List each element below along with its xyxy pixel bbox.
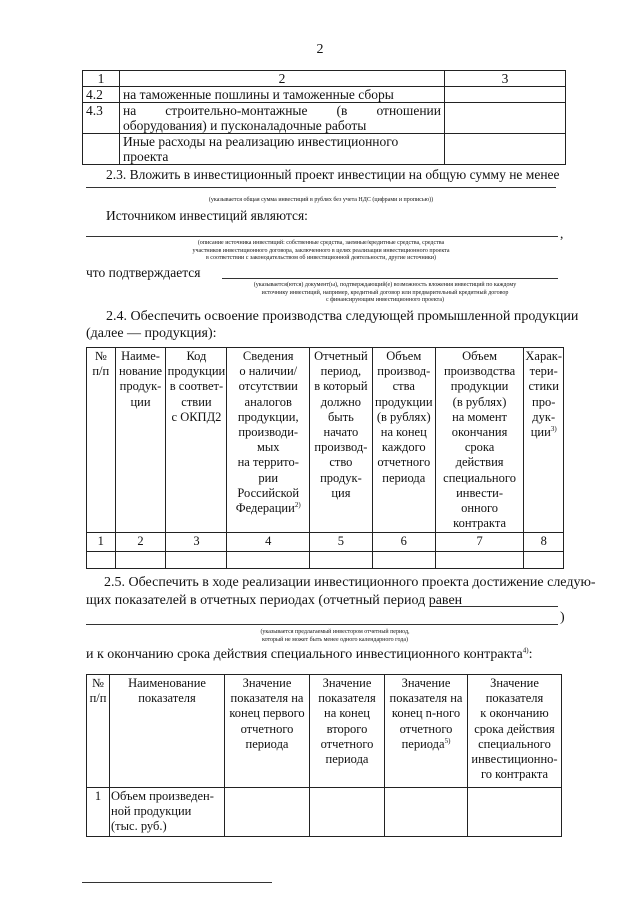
header-line: на террито- xyxy=(237,455,299,470)
header-line: продукции, xyxy=(237,409,299,424)
header-line: п/п xyxy=(89,691,107,706)
header-line: Значение xyxy=(242,676,292,690)
header-line: на конец xyxy=(380,425,427,440)
row-text: на строительно-монтажные (в отношении оборудования) и пусконаладочные работы xyxy=(120,103,445,134)
empty-cell[interactable] xyxy=(372,551,435,568)
header-line: показателя xyxy=(138,691,196,706)
header-line: Значение xyxy=(401,676,451,690)
header-line: конец первого xyxy=(229,706,305,721)
table-header-row xyxy=(87,675,562,788)
row-text: Иные расходы на реализацию инвестиционного проекта xyxy=(120,134,445,165)
period-blank-line[interactable] xyxy=(430,606,558,607)
col-header-indicator-name xyxy=(110,675,225,788)
sum-blank-line[interactable] xyxy=(86,187,556,188)
confirmed-label: что подтверждается xyxy=(86,265,201,280)
table-row xyxy=(83,103,566,134)
sum-note: (указывается общая сумма инвестиций в рублях без учета НДС (цифрами и прописью)) xyxy=(208,197,434,203)
header-line: ции xyxy=(130,394,151,409)
sources-comma: , xyxy=(560,226,564,241)
table-header-row xyxy=(87,348,564,533)
col-header-number xyxy=(87,675,110,788)
header-line: периода xyxy=(325,752,369,767)
header-line: к окончанию xyxy=(480,706,549,721)
col-header-number xyxy=(87,348,116,533)
header-line: (в рублях) xyxy=(452,394,507,409)
header-line xyxy=(228,501,308,516)
header-line: срока действия xyxy=(474,721,555,736)
header-line: периода xyxy=(245,736,289,751)
col-header-okpd2-code xyxy=(166,348,227,533)
empty-cell[interactable] xyxy=(225,788,310,837)
docs-note-line: с финансирующим инвестиционного проекта) xyxy=(325,297,445,303)
empty-cell[interactable] xyxy=(524,551,564,568)
line3-colon: : xyxy=(528,647,533,662)
period-paren: ) xyxy=(560,610,565,625)
col-header-start-period xyxy=(310,348,373,533)
header-line: дук- xyxy=(532,409,556,424)
header-line: Объем xyxy=(462,349,498,363)
header-line: № xyxy=(92,676,104,690)
row-indicator-name xyxy=(110,788,225,837)
table-header-cell: 3 xyxy=(445,71,566,87)
header-line: в который xyxy=(314,379,368,394)
header-line: продук- xyxy=(119,379,162,394)
header-line: го контракта xyxy=(480,767,549,782)
header-line: мых xyxy=(256,440,280,455)
header-line: отчетного xyxy=(399,721,453,736)
column-number: 3 xyxy=(166,533,227,551)
header-line: должно xyxy=(320,394,362,409)
row-number: 4.2 xyxy=(83,87,120,103)
header-line: рии xyxy=(258,470,279,485)
docs-note xyxy=(210,282,560,305)
header-line: Код xyxy=(186,349,207,363)
sources-note-line: участников инвестиционного договора, заключенного в целях реализации инвестиционного проекта xyxy=(192,247,450,254)
header-line: продукции xyxy=(450,379,509,394)
section-2-5-line2: щих показателей в отчетных периодах (отчетный период равен xyxy=(86,593,463,608)
header-line: отчетного xyxy=(377,455,431,470)
header-line: аналогов xyxy=(244,394,292,409)
header-line: действия xyxy=(455,455,504,470)
header-line xyxy=(525,425,562,440)
header-line: Харак- xyxy=(525,349,562,363)
header-line: нование xyxy=(118,364,163,379)
header-line: производ- xyxy=(377,364,431,379)
empty-cell[interactable] xyxy=(166,551,227,568)
col-header-volume-period xyxy=(372,348,435,533)
row-number: 1 xyxy=(87,788,110,837)
footnote-ref: 3) xyxy=(550,424,557,433)
column-numbers-row xyxy=(87,533,564,551)
header-line: начато xyxy=(323,425,359,440)
header-line: на момент xyxy=(452,409,508,424)
header-line: специального xyxy=(478,736,551,751)
header-line: с ОКПД2 xyxy=(171,409,222,424)
header-line: производства xyxy=(443,364,516,379)
footnote-separator xyxy=(82,882,272,883)
header-line: Российской xyxy=(237,485,300,500)
docs-note-line: (указывается(ются) документ(ы), подтверждающий(е) возможность вложения инвестиций по каждому xyxy=(253,282,517,288)
header-line: Наиме- xyxy=(121,349,160,363)
header-line: продук- xyxy=(320,470,362,485)
header-line: производ- xyxy=(314,440,368,455)
column-number: 1 xyxy=(87,533,116,551)
period-note xyxy=(220,629,450,644)
col-header-volume-contract-end xyxy=(435,348,524,533)
header-line: про- xyxy=(532,394,556,409)
empty-data-row xyxy=(87,551,564,568)
empty-cell[interactable] xyxy=(115,551,166,568)
header-line: показателя на xyxy=(389,691,463,706)
section-2-3-text: 2.3. Вложить в инвестиционный проект инвестиции на общую сумму не менее xyxy=(106,167,560,182)
header-line: контракта xyxy=(453,516,506,531)
header-line: конец n-ного xyxy=(391,706,461,721)
header-line: Значение xyxy=(322,676,372,690)
col-header-analogs-info xyxy=(227,348,310,533)
table-header-cell: 2 xyxy=(120,71,445,87)
header-line: тери- xyxy=(529,364,558,379)
header-line: показателя на xyxy=(230,691,304,706)
line3-text: и к окончанию срока действия специального инвестиционного контракта xyxy=(86,647,523,662)
header-line: Значение xyxy=(490,676,539,690)
header-line: онного xyxy=(461,501,499,516)
period-note-line: который не может быть менее одного календарного года) xyxy=(261,636,409,643)
header-line: п/п xyxy=(92,364,110,379)
footnote-ref: 5) xyxy=(444,736,451,745)
header-line: в соответ- xyxy=(169,379,224,394)
header-line: показателя xyxy=(485,691,544,706)
header-line: на конец xyxy=(324,706,370,721)
header-line: о наличии/ xyxy=(239,364,298,379)
header-line: быть xyxy=(327,409,354,424)
sources-note-line: в соответствии с законодательством об инвестиционной деятельности, другие источники) xyxy=(205,255,437,261)
row-value xyxy=(445,87,566,103)
col-header-product-name xyxy=(115,348,166,533)
section-2-5-line1: 2.5. Обеспечить в ходе реализации инвестиционного проекта достижение следую- xyxy=(104,575,596,590)
header-line: инвестиционно- xyxy=(471,752,558,767)
products-table xyxy=(86,347,564,569)
header-line: ство xyxy=(329,455,353,470)
column-number: 7 xyxy=(435,533,524,551)
name-line: (тыс. руб.) xyxy=(111,819,167,834)
sources-label: Источником инвестиций являются: xyxy=(106,208,308,223)
header-text: периода xyxy=(401,736,445,751)
empty-cell[interactable] xyxy=(87,551,116,568)
section-2-4-line2: (далее — продукция): xyxy=(86,326,217,341)
header-line: отсутствии xyxy=(238,379,298,394)
col-header-nth-period xyxy=(385,675,468,788)
header-line: срока xyxy=(464,440,495,455)
header-line: показателя xyxy=(318,691,376,706)
row-value xyxy=(445,134,566,165)
header-line: отчетного xyxy=(240,721,294,736)
empty-cell[interactable] xyxy=(468,788,562,837)
empty-cell[interactable] xyxy=(310,788,385,837)
column-number: 4 xyxy=(227,533,310,551)
header-line: каждого xyxy=(381,440,426,455)
header-line: периода xyxy=(382,470,426,485)
table-header-row xyxy=(83,71,566,87)
header-line: отчетного xyxy=(320,736,374,751)
header-line: окончания xyxy=(451,425,508,440)
section-2-5-line3 xyxy=(86,646,533,663)
column-number: 8 xyxy=(524,533,564,551)
sources-blank-line[interactable] xyxy=(86,236,558,237)
footnote-ref: 2) xyxy=(294,500,301,509)
header-line: ствии xyxy=(181,394,212,409)
name-line: ной продукции xyxy=(111,804,192,819)
header-text: Федерации xyxy=(235,501,295,516)
col-header-second-period xyxy=(310,675,385,788)
empty-cell[interactable] xyxy=(310,551,373,568)
docs-blank-line[interactable] xyxy=(222,278,558,279)
column-number: 2 xyxy=(115,533,166,551)
row-value xyxy=(445,103,566,134)
header-line: период, xyxy=(320,364,362,379)
table-row xyxy=(83,87,566,103)
indicators-table xyxy=(86,674,562,837)
header-line: стики xyxy=(528,379,559,394)
header-line: второго xyxy=(326,721,368,736)
header-line: № xyxy=(94,349,107,363)
table-row xyxy=(87,788,562,837)
header-line: продукции xyxy=(167,364,226,379)
header-line: Отчетный xyxy=(314,349,368,363)
expenses-table xyxy=(82,70,566,165)
column-number: 5 xyxy=(310,533,373,551)
col-header-characteristics xyxy=(524,348,564,533)
section-2-4-line1: 2.4. Обеспечить освоение производства следующей промышленной продукции xyxy=(106,309,579,324)
header-line: специального xyxy=(443,470,516,485)
row-text: на таможенные пошлины и таможенные сборы xyxy=(120,87,445,103)
header-line: ства xyxy=(392,379,415,394)
footnote-ref: 4) xyxy=(522,646,529,655)
column-number: 6 xyxy=(372,533,435,551)
header-line: производи- xyxy=(238,425,299,440)
header-line: Сведения xyxy=(242,349,294,363)
header-line xyxy=(386,737,466,752)
header-line: ция xyxy=(331,485,351,500)
sources-note xyxy=(86,240,556,263)
header-line: Наименование xyxy=(128,676,206,690)
docs-note-line: источнику инвестиций, например, кредитный договор или предварительный кредитный договор xyxy=(261,289,509,296)
period-blank-line-2[interactable] xyxy=(86,624,558,625)
header-line: продукции xyxy=(374,394,433,409)
empty-cell[interactable] xyxy=(435,551,524,568)
header-line: (в рублях) xyxy=(376,409,431,424)
name-line: Объем произведен- xyxy=(111,789,214,803)
empty-cell[interactable] xyxy=(227,551,310,568)
header-text: ции xyxy=(530,425,551,440)
sources-note-line: (описание источника инвестиций: собственные средства, заемные/кредитные средства, средства xyxy=(197,240,445,246)
period-note-line: (указывается предлагаемый инвестором отчетный период, xyxy=(260,629,410,635)
page-number: 2 xyxy=(316,42,324,57)
empty-cell[interactable] xyxy=(385,788,468,837)
table-header-cell: 1 xyxy=(83,71,120,87)
col-header-contract-end xyxy=(468,675,562,788)
header-line: инвести- xyxy=(456,485,504,500)
table-row xyxy=(83,134,566,165)
col-header-first-period xyxy=(225,675,310,788)
header-line: Объем xyxy=(386,349,422,363)
row-number: 4.3 xyxy=(83,103,120,134)
row-number xyxy=(83,134,120,165)
